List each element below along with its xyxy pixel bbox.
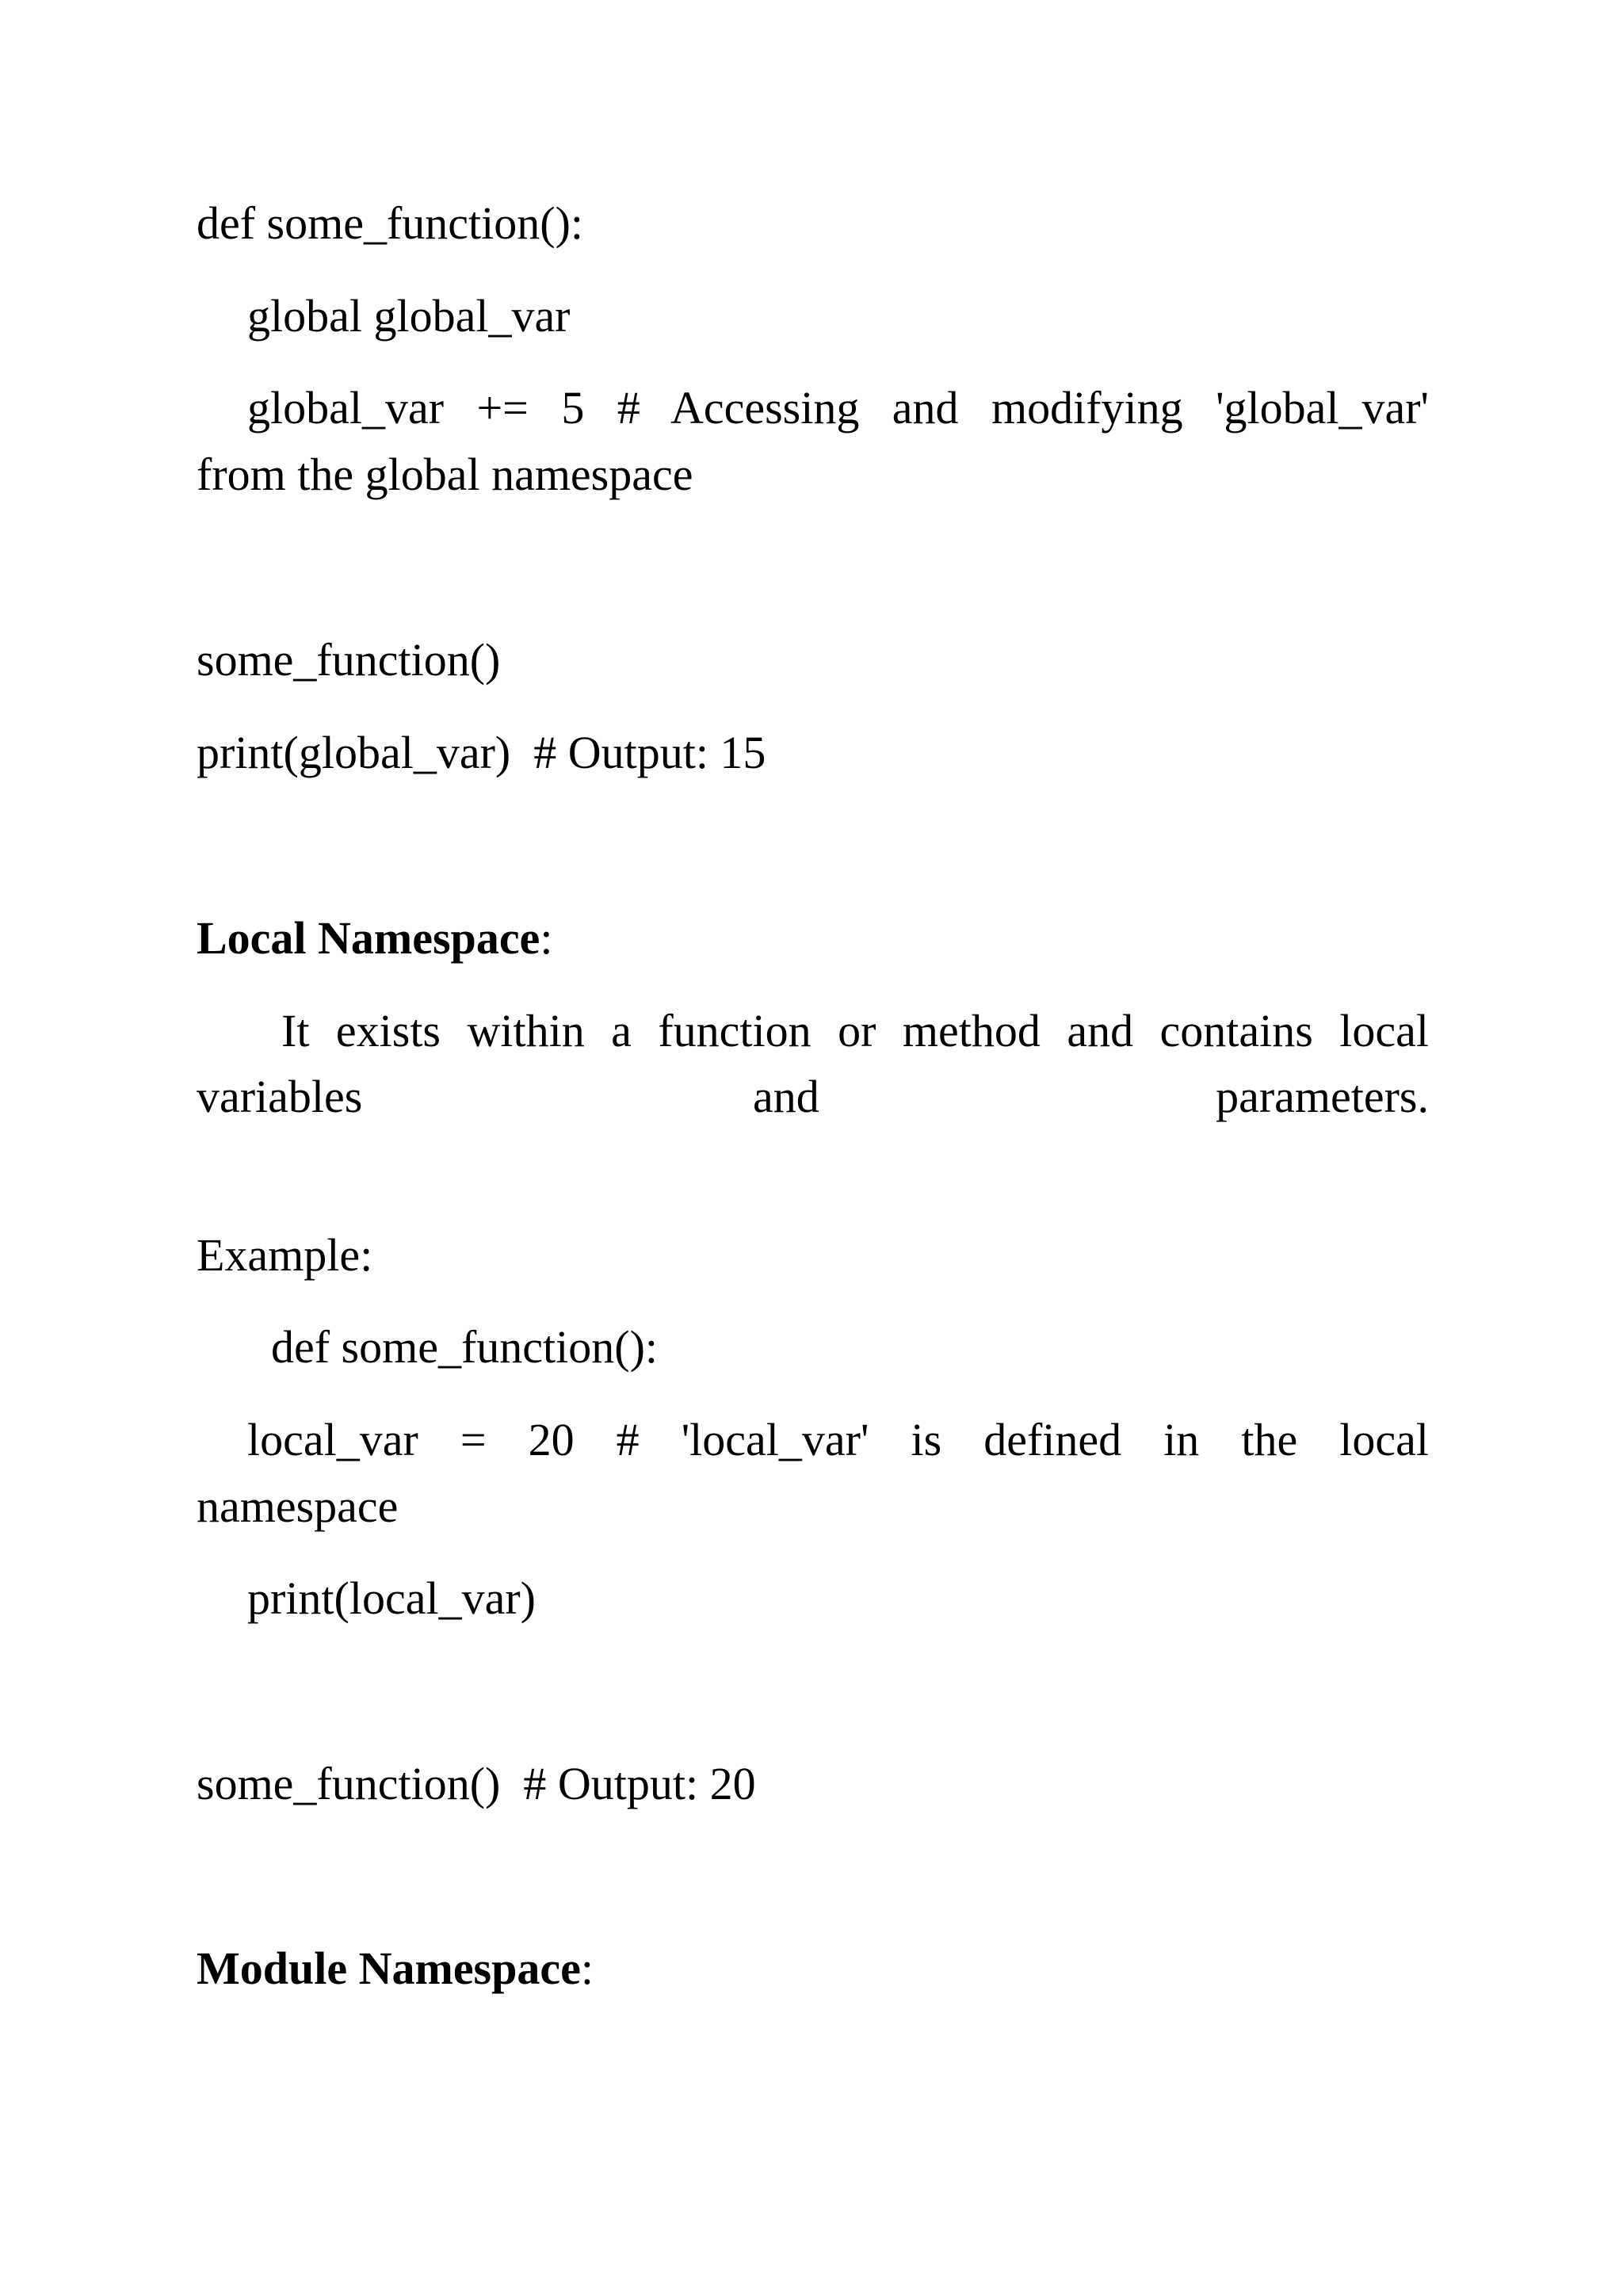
example-def-line: def some_function(): xyxy=(271,1321,659,1373)
local-namespace-heading-colon: : xyxy=(540,912,553,964)
local-description-word-parameters: parameters. xyxy=(1216,1071,1429,1122)
code-call-line: some_function() xyxy=(197,634,501,686)
module-namespace-heading-text: Module Namespace xyxy=(197,1943,581,1994)
local-namespace-heading xyxy=(197,912,553,964)
local-description-word-and: and xyxy=(753,1071,819,1122)
example-call-line: some_function() # Output: 20 xyxy=(197,1758,756,1809)
code-assign-wrap: from the global namespace xyxy=(197,449,693,500)
code-def-line: def some_function(): xyxy=(197,197,584,249)
local-description-word-variables: variables xyxy=(197,1071,363,1122)
example-assign-line: local_var = 20 # 'local_var' is defined in the local xyxy=(247,1414,1429,1465)
local-namespace-heading-text: Local Namespace xyxy=(197,912,540,964)
example-label: Example: xyxy=(197,1229,373,1281)
code-assign-line: global_var += 5 # Accessing and modifying 'global_var' xyxy=(247,382,1429,434)
example-print-line: print(local_var) xyxy=(247,1572,536,1624)
code-global-declaration: global global_var xyxy=(247,290,571,342)
local-description-line1: It exists within a function or method and contains local xyxy=(281,1005,1429,1056)
code-print-line: print(global_var) # Output: 15 xyxy=(197,727,766,778)
example-assign-wrap: namespace xyxy=(197,1480,399,1532)
module-namespace-heading xyxy=(197,1943,594,1994)
module-namespace-heading-colon: : xyxy=(580,1943,594,1994)
